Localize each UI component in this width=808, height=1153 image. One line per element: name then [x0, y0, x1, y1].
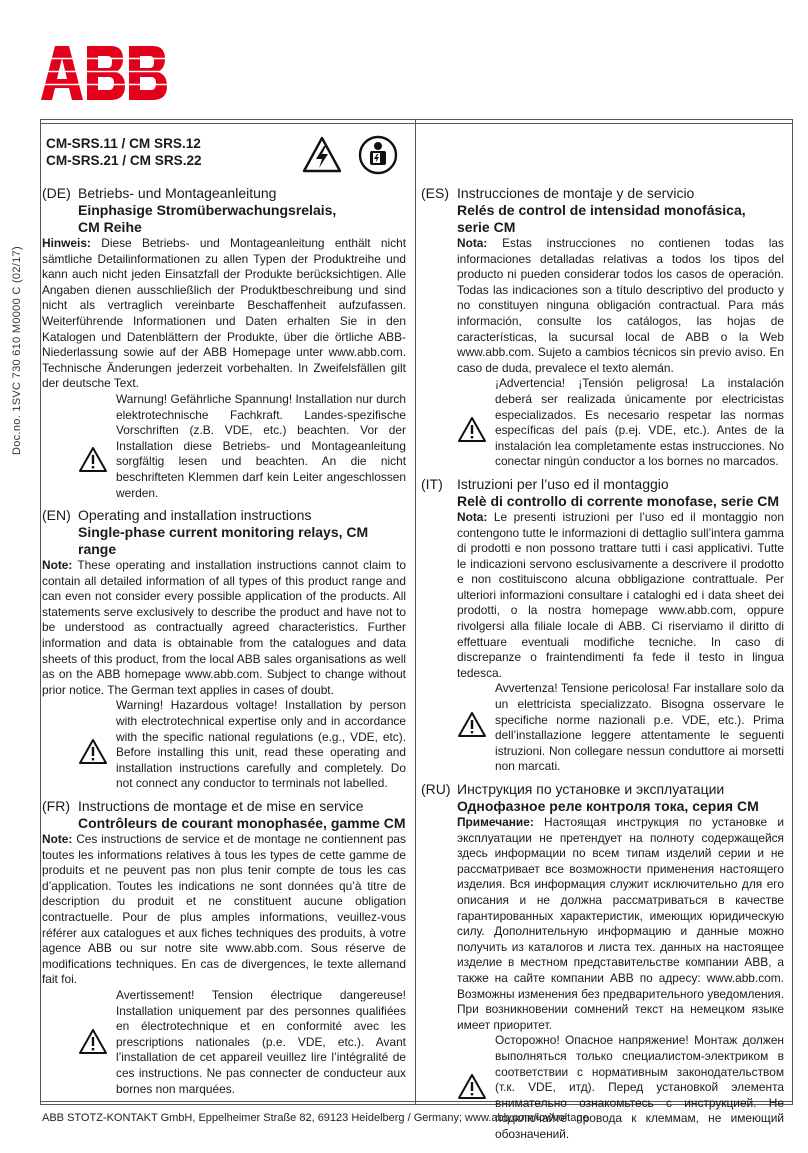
top-rule [40, 123, 793, 124]
warning-text-ru: Осторожно! Опасное напряжение! Монтаж должен выполняться только специалистом-электриком в соответствии с нормативным законодательством (т.к. VDE, итд). Перед установкой элемента внимательно ознакомьтесь с инструкцией. Не подключайте провода к клеммам, не имеющий обозначений. [495, 1033, 784, 1141]
warning-text-de: Warnung! Gefährliche Spannung! Installation nur durch elektrotechnische Fachkraft. Landes-spezifische Vorschriften (z.B. VDE, etc.) beachten. Vor der Installation diese Betriebs- und Montageanleitung sorgfältig lesen und beachten. An die nicht beschrifteten Klemmen darf kein Leiter angeschlossen werden. [116, 391, 406, 500]
note-es [421, 236, 784, 376]
qualified-electrician-icon [358, 135, 398, 175]
left-column [42, 135, 406, 1103]
document-number: Doc.no. 1SVC 730 610 M0000 C (02/17) [11, 246, 23, 455]
lang-code-de: (DE) [42, 185, 71, 201]
section-fr [42, 798, 406, 1097]
section-subtitle-it: Relè di controllo di corrente monofase, serie CM [457, 492, 780, 509]
lang-code-it: (IT) [421, 475, 443, 492]
model-line-1: CM-SRS.11 / CM SRS.12 [46, 136, 201, 151]
section-es [421, 185, 784, 470]
electric-hazard-warning-icon [302, 135, 342, 175]
section-subtitle-de-2: CM Reihe [78, 219, 142, 235]
note-label-de: Hinweis: [42, 236, 91, 250]
section-subtitle-es-1: Relés de control de intensidad monofásica, [457, 202, 746, 218]
warning-triangle-icon [457, 711, 487, 738]
note-label-fr: Note: [42, 832, 73, 846]
section-title-it: Istruzioni per l’uso ed il montaggio [457, 475, 669, 492]
warning-text-fr: Avertissement! Tension électrique dangereuse! Installation uniquement par des personnes qualifiées en électrotechnique et en conformité avec les prescriptions nationales (p.e. VDE, etc.). Avant l’installation de cet appareil veuillez lire l’intégralité de ces instructions. Ne pas connecter de conducteur aux bornes non marquées. [116, 987, 406, 1096]
model-line-2: CM-SRS.21 / CM SRS.22 [46, 153, 202, 168]
warning-es [457, 376, 784, 470]
footer-address: ABB STOTZ-KONTAKT GmbH, Eppelheimer Straße 82, 69123 Heidelberg / Germany; www.abb.com/lowvoltage [42, 1112, 589, 1124]
warning-triangle-icon [457, 416, 487, 443]
abb-logo [41, 44, 169, 102]
warning-text-en: Warning! Hazardous voltage! Installation by person with electrotechnical expertise only and in accordance with the specific national regulations (e.g., VDE, etc). Before installing this unit, read these operating and installation instructions carefully and completely. Do not connect any conductor to terminals not labelled. [116, 698, 406, 791]
section-title-ru: Инструкция по установке и эксплуатации [457, 781, 725, 797]
warning-text-es: ¡Advertencia! ¡Tensión peligrosa! La instalación deberá ser realizada únicamente por electricistas especializados. Es necesario respetar las normas específicas del país (p.ej. VDE, etc.). Antes de la instalación lea completamente estas instrucciones. No conectar ningún conductor a los bornes no marcados. [495, 376, 784, 469]
section-it [421, 476, 784, 775]
section-title-en: Operating and installation instructions [78, 507, 312, 524]
warning-ru [457, 1033, 784, 1142]
note-text-de: Diese Betriebs- und Montageanleitung enthält nicht sämtliche Detailinformationen zu allen Typen der Produktreihe und kann auch nicht jeden Einsatzfall der Produkte berücksichtigen. Alle Angaben dienen ausschließlich der Produktbeschreibung und sind nicht als vertraglich vereinbarte Beschaffenheit aufzufassen. Weiterführende Informationen und Daten erhalten Sie in den Katalogen und Datenblättern der Produkte, über die örtliche ABB-Niederlassung sowie auf der ABB Homepage unter www.abb.com. Technische Änderungen jederzeit vorbehalten. In Zweifelsfällen gilt der deutsche Text. [42, 236, 406, 391]
note-it [421, 510, 784, 682]
section-title-de: Betriebs- und Montageanleitung [78, 185, 277, 201]
section-de [42, 185, 406, 501]
note-text-it: Le presenti istruzioni per l’uso ed il montaggio non contengono tutte le informazioni di dettaglio sull’intera gamma di prodotti e non possono trattare tutti i casi applicativi. Tutte le indicazioni servono esclusivamente a descrivere il prodotto e non costituiscono alcuna obbligazione contrattuale. Per ulteriori informazioni consultare i cataloghi ed i data sheet dei prodotti, o la nostra homepage www.abb.com, oppure rivolgersi alla filiale locale di ABB. Ci riserviamo il diritto di effettuare eventuali modifiche tecniche. In caso di discrepanze o fraintendimenti fa fede il testo in lingua tedesca. [457, 509, 784, 680]
column-divider [415, 119, 416, 1105]
note-text-ru: Настоящая инструкция по установке и эксплуатации не претендует на полноту содержащейся здесь информации по всем типам изделий серии и не рассматривает все возможности применения настоящего изделия. Вся информация служит исключительно для его описания и не должна рассматриваться в качестве гарантированных характеристик, имеющих юридическую силу. Дополнительную информацию и данные можно получить из каталогов и листа тех. данных на настоящее изделие в местном представительстве компании ABB, а также на сайте компании ABB по адресу: www.abb.com. Возможны изменения без предварительного уведомления. При возникновении сомнений текст на немецком языке имеет приоритет. [457, 815, 784, 1032]
note-fr [42, 832, 406, 988]
model-list [42, 135, 406, 185]
lang-code-en: (EN) [42, 507, 71, 524]
lang-code-ru: (RU) [421, 781, 451, 797]
section-subtitle-en: Single-phase current monitoring relays, CM range [78, 524, 369, 558]
lang-code-fr: (FR) [42, 798, 70, 814]
note-label-ru: Примечание: [457, 815, 534, 829]
note-text-fr: Ces instructions de service et de montage ne contiennent pas toutes les informations relatives à tous les types de cette gamme de produits et ne peuvent pas non plus tenir compte de tous les cas d’application. Toutes les indications ne sont données qu’à titre de description du produit et ne constituent aucune obligation contractuelle. Pour de plus amples informations, veuillez-vous référer aux catalogues et aux fiches techniques des produits, à votre agence ABB ou sur notre site www.abb.com. Sous réserve de modifications techniques. En cas de divergences, le texte allemand fait foi. [42, 832, 406, 987]
section-subtitle-es-2: serie CM [457, 219, 516, 235]
note-de [42, 236, 406, 392]
section-subtitle-de-1: Einphasige Stromüberwachungsrelais, [78, 202, 337, 218]
warning-text-it: Avvertenza! Tensione pericolosa! Far installare solo da un elettricista specializzato. Bisogna osservare le specifiche norme nazionali p.e. VDE, etc.). Prima dell’installazione leggere attentamente le seguenti istruzioni. Non collegare nessun conduttore ai morsetti non marcati. [495, 681, 784, 774]
warning-it [457, 681, 784, 775]
right-column [421, 185, 784, 1148]
section-title-es: Instrucciones de montaje y de servicio [457, 185, 695, 201]
warning-triangle-icon [78, 1028, 108, 1055]
section-en [42, 507, 406, 792]
warning-triangle-icon [78, 738, 108, 765]
warning-en [78, 698, 406, 792]
note-ru [421, 815, 784, 1033]
warning-triangle-icon [457, 1073, 487, 1100]
note-label-es: Nota: [457, 236, 488, 250]
section-subtitle-ru: Однофазное реле контроля тока, серия CM [457, 798, 759, 814]
warning-triangle-icon [78, 446, 108, 473]
note-label-it: Nota: [457, 509, 488, 524]
lang-code-es: (ES) [421, 185, 449, 201]
section-subtitle-fr: Contrôleurs de courant monophasée, gamme CM [78, 815, 406, 831]
section-title-fr: Instructions de montage et de mise en service [78, 798, 364, 814]
note-en [42, 558, 406, 698]
section-ru [421, 781, 784, 1142]
warning-fr [78, 988, 406, 1097]
note-text-en: These operating and installation instructions cannot claim to contain all detailed information of all types of this product range and can even not consider every possible application of the products. All statements serve exclusively to describe the product and have not to be understood as contractually agreed characteristics. Further information and data is obtainable from the catalogues and data sheets of this product, from the local ABB sales organisations as well as on the ABB homepage www.abb.com. Subject to change without prior notice. The German text applies in cases of doubt. [42, 558, 406, 697]
note-label-en: Note: [42, 558, 73, 573]
note-text-es: Estas instrucciones no contienen todas las informaciones detalladas relativas a todos los tipos del producto ni pueden considerar todos los casos de operación. Todas las indicaciones son a título descriptivo del producto y no constituyen ninguna obligación contractual. Para más información, consulte los catálogos, las hojas de características, la sucursal local de ABB o la Web www.abb.com. Sujeto a cambios técnicos sin previo aviso. En caso de duda, prevalece el texto alemán. [457, 236, 784, 375]
warning-de [78, 392, 406, 501]
